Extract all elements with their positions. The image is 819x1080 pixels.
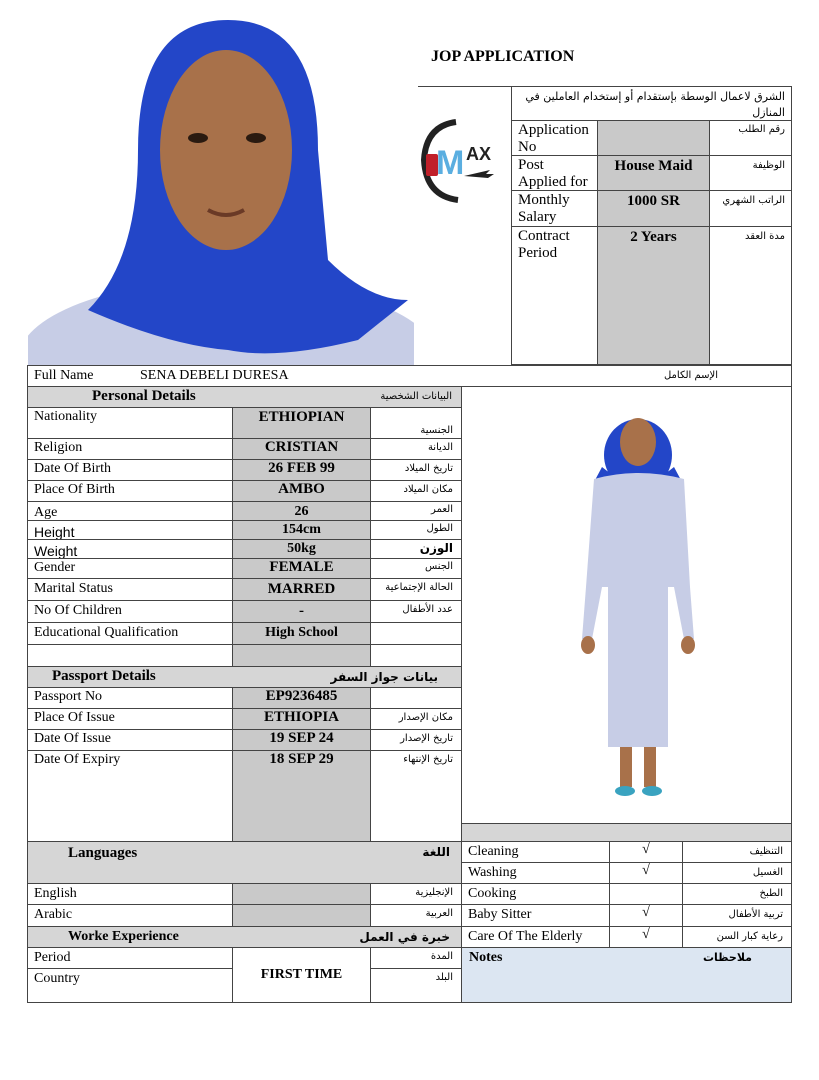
issue-date-arabic: تاريخ الإصدار <box>370 729 462 751</box>
salary-label: Monthly Salary <box>511 190 598 227</box>
education-value: High School <box>232 622 371 645</box>
skill-label: Washing <box>461 862 610 884</box>
nationality-arabic: الجنسية <box>370 407 462 439</box>
languages-header <box>27 841 462 884</box>
age-arabic: العمر <box>370 501 462 521</box>
personal-details-header <box>27 386 462 408</box>
pob-arabic: مكان الميلاد <box>370 480 462 502</box>
skill-check: √ <box>609 904 683 927</box>
notes-label: Notes <box>469 950 503 965</box>
experience-heading-arabic: خبرة في العمل <box>359 930 450 944</box>
religion-label: Religion <box>27 438 233 460</box>
blank-row-arabic <box>370 644 462 667</box>
pob-label: Place Of Birth <box>27 480 233 502</box>
passport-details-header <box>27 666 462 688</box>
agency-arabic-name: الشرق لاعمال الوسطة بإستقدام أو إستخدام العاملين في المنازل <box>511 86 792 121</box>
experience-value: FIRST TIME <box>232 947 371 1003</box>
passport-heading-arabic: بيانات جواز السفر <box>330 670 438 684</box>
contract-value: 2 Years <box>597 226 710 365</box>
expiry-date-arabic: تاريخ الإنتهاء <box>370 750 462 842</box>
skill-label: Baby Sitter <box>461 904 610 927</box>
marital-arabic: الحالة الإجتماعية <box>370 578 462 601</box>
top-table-frame <box>418 86 512 87</box>
full-name-label: Full Name <box>34 368 94 383</box>
skill-label: Cleaning <box>461 841 610 863</box>
post-label: Post Applied for <box>511 155 598 191</box>
period-arabic: المدة <box>370 947 462 969</box>
post-arabic: الوظيفة <box>709 155 792 191</box>
arabic-lang-arabic: العربية <box>370 904 462 927</box>
full-body-photo-panel <box>461 386 792 824</box>
passport-heading: Passport Details <box>52 668 156 684</box>
languages-heading-arabic: اللغة <box>422 845 450 859</box>
blank-row-label <box>27 644 233 667</box>
passport-no-value: EP9236485 <box>232 687 371 709</box>
dob-arabic: تاريخ الميلاد <box>370 459 462 481</box>
country-label: Country <box>27 968 233 1003</box>
weight-arabic: الوزن <box>370 539 462 559</box>
gender-value: FEMALE <box>232 558 371 579</box>
english-label: English <box>27 883 233 905</box>
arabic-lang-value <box>232 904 371 927</box>
nationality-value: ETHIOPIAN <box>232 407 371 439</box>
religion-arabic: الديانة <box>370 438 462 460</box>
personal-heading: Personal Details <box>92 388 196 404</box>
languages-heading: Languages <box>68 845 138 861</box>
children-arabic: عدد الأطفال <box>370 600 462 623</box>
age-value: 26 <box>232 501 371 521</box>
gender-arabic: الجنس <box>370 558 462 579</box>
issue-place-value: ETHIOPIA <box>232 708 371 730</box>
application-no-arabic: رقم الطلب <box>709 120 792 156</box>
passport-no-arabic <box>370 687 462 709</box>
english-value <box>232 883 371 905</box>
full-name-value: SENA DEBELI DURESA <box>140 368 289 383</box>
personal-heading-arabic: البيانات الشخصية <box>380 391 452 402</box>
education-arabic <box>370 622 462 645</box>
notes-arabic: ملاحظات <box>703 951 752 964</box>
issue-date-label: Date Of Issue <box>27 729 233 751</box>
skill-check: √ <box>609 862 683 884</box>
expiry-date-label: Date Of Expiry <box>27 750 233 842</box>
logo-ax: AX <box>466 144 492 164</box>
weight-label: Weight <box>27 539 233 559</box>
experience-heading: Worke Experience <box>68 929 179 944</box>
height-label: Height <box>27 520 233 540</box>
nationality-label: Nationality <box>27 407 233 439</box>
skill-label: Care Of The Elderly <box>461 926 610 948</box>
skill-arabic: تربية الأطفال <box>682 904 792 927</box>
expiry-date-value: 18 SEP 29 <box>232 750 371 842</box>
issue-place-arabic: مكان الإصدار <box>370 708 462 730</box>
salary-arabic: الراتب الشهري <box>709 190 792 227</box>
post-value: House Maid <box>597 155 710 191</box>
skill-check: √ <box>609 926 683 948</box>
notes-box <box>461 947 792 1003</box>
agency-logo <box>416 112 498 208</box>
page-title: JOP APPLICATION <box>431 48 575 65</box>
full-body-photo <box>462 387 792 824</box>
experience-header <box>27 926 462 948</box>
height-arabic: الطول <box>370 520 462 540</box>
age-label: Age <box>27 501 233 521</box>
skill-arabic: رعاية كبار السن <box>682 926 792 948</box>
portrait-photo <box>28 10 414 366</box>
marital-label: Marital Status <box>27 578 233 601</box>
marital-value: MARRED <box>232 578 371 601</box>
skill-label: Cooking <box>461 883 610 905</box>
full-name-row <box>27 365 792 387</box>
dob-label: Date Of Birth <box>27 459 233 481</box>
period-label: Period <box>27 947 233 969</box>
full-name-arabic: الإسم الكامل <box>663 370 718 381</box>
skill-check <box>609 883 683 905</box>
arabic-lang-label: Arabic <box>27 904 233 927</box>
children-label: No Of Children <box>27 600 233 623</box>
photo-panel-footer <box>461 823 792 842</box>
issue-place-label: Place Of Issue <box>27 708 233 730</box>
height-value: 154cm <box>232 520 371 540</box>
logo-m: M <box>436 144 465 182</box>
contract-label: Contract Period <box>511 226 598 365</box>
education-label: Educational Qualification <box>27 622 233 645</box>
application-no-label: Application No <box>511 120 598 156</box>
skill-check: √ <box>609 841 683 863</box>
religion-value: CRISTIAN <box>232 438 371 460</box>
application-no-value <box>597 120 710 156</box>
contract-arabic: مدة العقد <box>709 226 792 365</box>
blank-row-value <box>232 644 371 667</box>
passport-no-label: Passport No <box>27 687 233 709</box>
pob-value: AMBO <box>232 480 371 502</box>
skill-arabic: التنظيف <box>682 841 792 863</box>
skill-arabic: الطبخ <box>682 883 792 905</box>
children-value: - <box>232 600 371 623</box>
salary-value: 1000 SR <box>597 190 710 227</box>
english-arabic: الإنجليزية <box>370 883 462 905</box>
issue-date-value: 19 SEP 24 <box>232 729 371 751</box>
gender-label: Gender <box>27 558 233 579</box>
skill-arabic: الغسيل <box>682 862 792 884</box>
dob-value: 26 FEB 99 <box>232 459 371 481</box>
weight-value: 50kg <box>232 539 371 559</box>
country-arabic: البلد <box>370 968 462 1003</box>
